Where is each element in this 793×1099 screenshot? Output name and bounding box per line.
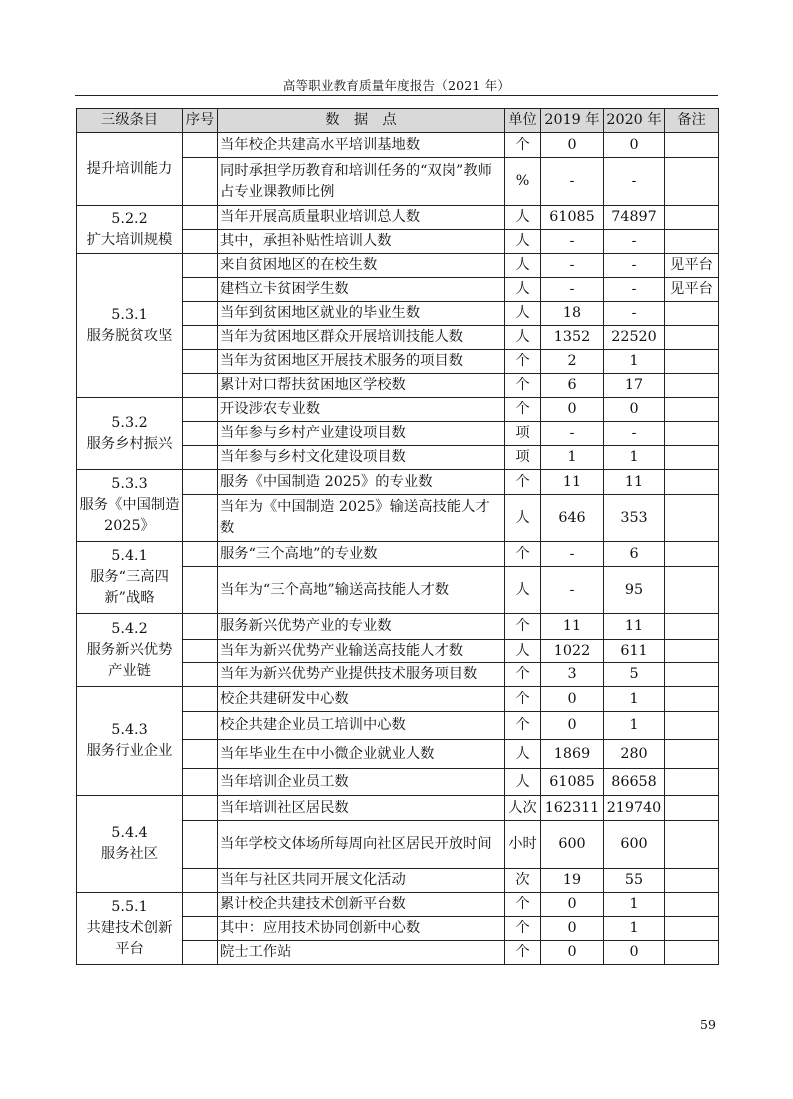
category-line: 服务“三高四	[90, 569, 169, 585]
category-line: 5.2.2	[111, 210, 148, 227]
category-line: 5.4.3	[111, 722, 148, 738]
value-2020-cell: 22520	[604, 326, 665, 350]
unit-cell: 个	[505, 941, 541, 965]
value-2019-cell: 0	[541, 687, 604, 712]
unit-cell: 项	[505, 422, 541, 446]
category-cell	[77, 398, 183, 470]
datapoint-cell: 累计对口帮扶贫困地区学校数	[218, 374, 505, 398]
remark-cell	[665, 640, 719, 663]
category-line: 5.3.3	[111, 476, 148, 492]
category-line: 共建技术创新	[86, 920, 173, 936]
datapoint-cell: 当年为《中国制造 2025》输送高技能人才数	[218, 495, 505, 542]
data-table	[76, 108, 719, 965]
value-2020-cell: 0	[604, 941, 665, 965]
value-2019-cell: 3	[541, 663, 604, 687]
value-2020-cell: 0	[604, 133, 665, 158]
table-row	[77, 687, 719, 712]
table-row	[77, 614, 719, 640]
datapoint-cell: 当年学校文体场所每周向社区居民开放时间	[218, 821, 505, 869]
remark-cell	[665, 495, 719, 542]
index-cell	[183, 796, 218, 821]
value-2019-cell: 1	[541, 446, 604, 470]
index-cell	[183, 158, 218, 206]
remark-cell	[665, 712, 719, 740]
table-row	[77, 796, 719, 821]
index-cell	[183, 740, 218, 769]
index-cell	[183, 712, 218, 740]
remark-cell: 见平台	[665, 254, 719, 278]
datapoint-cell: 当年毕业生在中小微企业就业人数	[218, 740, 505, 769]
datapoint-cell: 当年为贫困地区开展技术服务的项目数	[218, 350, 505, 374]
remark-cell	[665, 869, 719, 893]
remark-cell	[665, 769, 719, 796]
datapoint-cell: 当年为“三个高地”输送高技能人才数	[218, 567, 505, 614]
value-2020-cell: 219740	[604, 796, 665, 821]
remark-cell	[665, 663, 719, 687]
datapoint-cell: 当年为新兴优势产业提供技术服务项目数	[218, 663, 505, 687]
unit-cell: 个	[505, 917, 541, 941]
index-cell	[183, 326, 218, 350]
datapoint-cell: 开设涉农专业数	[218, 398, 505, 422]
unit-cell: 人	[505, 740, 541, 769]
datapoint-cell: 同时承担学历教育和培训任务的“双岗”教师占专业课教师比例	[218, 158, 505, 206]
value-2019-cell: 0	[541, 917, 604, 941]
datapoint-cell: 校企共建企业员工培训中心数	[218, 712, 505, 740]
value-2020-cell: 611	[604, 640, 665, 663]
remark-cell	[665, 687, 719, 712]
value-2020-cell: 1	[604, 712, 665, 740]
col-header-remark: 备注	[665, 109, 719, 133]
value-2020-cell: 1	[604, 687, 665, 712]
index-cell	[183, 893, 218, 917]
datapoint-cell: 服务新兴优势产业的专业数	[218, 614, 505, 640]
value-2020-cell: 74897	[604, 206, 665, 230]
table-row	[77, 893, 719, 917]
index-cell	[183, 640, 218, 663]
unit-cell: 人	[505, 230, 541, 254]
unit-cell: 个	[505, 542, 541, 567]
remark-cell	[665, 422, 719, 446]
datapoint-cell: 当年为贫困地区群众开展培训技能人数	[218, 326, 505, 350]
unit-cell: 次	[505, 869, 541, 893]
value-2019-cell: -	[541, 422, 604, 446]
unit-cell: 个	[505, 712, 541, 740]
category-line: 5.4.2	[111, 620, 148, 637]
category-line: 扩大培训规模	[86, 231, 173, 248]
unit-cell: 个	[505, 133, 541, 158]
category-cell	[77, 796, 183, 893]
value-2020-cell: -	[604, 278, 665, 302]
value-2019-cell: 18	[541, 302, 604, 326]
remark-cell	[665, 398, 719, 422]
category-line: 服务社区	[100, 846, 159, 862]
category-cell	[77, 206, 183, 254]
index-cell	[183, 254, 218, 278]
datapoint-cell: 服务《中国制造 2025》的专业数	[218, 470, 505, 495]
unit-cell: 人	[505, 254, 541, 278]
category-line: 2025》	[104, 518, 155, 534]
datapoint-cell: 当年培训社区居民数	[218, 796, 505, 821]
value-2020-cell: 0	[604, 398, 665, 422]
table-row	[77, 398, 719, 422]
remark-cell	[665, 446, 719, 470]
value-2019-cell: -	[541, 254, 604, 278]
value-2020-cell: 11	[604, 614, 665, 640]
category-cell	[77, 254, 183, 398]
value-2019-cell: 11	[541, 614, 604, 640]
index-cell	[183, 495, 218, 542]
value-2019-cell: 0	[541, 712, 604, 740]
index-cell	[183, 206, 218, 230]
remark-cell	[665, 796, 719, 821]
unit-cell: 人	[505, 640, 541, 663]
remark-cell	[665, 893, 719, 917]
index-cell	[183, 917, 218, 941]
category-cell	[77, 614, 183, 687]
remark-cell	[665, 302, 719, 326]
category-cell	[77, 133, 183, 206]
value-2020-cell: 86658	[604, 769, 665, 796]
index-cell	[183, 821, 218, 869]
unit-cell: 人	[505, 769, 541, 796]
index-cell	[183, 567, 218, 614]
index-cell	[183, 133, 218, 158]
col-header-datapoint: 数 据 点	[218, 109, 505, 133]
value-2019-cell: 646	[541, 495, 604, 542]
index-cell	[183, 230, 218, 254]
datapoint-cell: 累计校企共建技术创新平台数	[218, 893, 505, 917]
col-header-2019: 2019 年	[541, 109, 604, 133]
remark-cell	[665, 158, 719, 206]
value-2019-cell: -	[541, 230, 604, 254]
table-row	[77, 133, 719, 158]
value-2019-cell: 1869	[541, 740, 604, 769]
value-2020-cell: -	[604, 158, 665, 206]
value-2019-cell: 0	[541, 893, 604, 917]
datapoint-cell: 其中：应用技术协同创新中心数	[218, 917, 505, 941]
table-body	[77, 133, 719, 965]
category-line: 5.3.1	[111, 306, 148, 323]
unit-cell: 项	[505, 446, 541, 470]
value-2019-cell: -	[541, 567, 604, 614]
value-2020-cell: 1	[604, 350, 665, 374]
remark-cell	[665, 374, 719, 398]
value-2020-cell: -	[604, 230, 665, 254]
value-2020-cell: 1	[604, 893, 665, 917]
category-line: 5.5.1	[111, 899, 148, 915]
category-cell	[77, 542, 183, 614]
datapoint-cell: 服务“三个高地”的专业数	[218, 542, 505, 567]
unit-cell: 个	[505, 614, 541, 640]
remark-cell	[665, 567, 719, 614]
value-2019-cell: 1352	[541, 326, 604, 350]
unit-cell: 人	[505, 495, 541, 542]
datapoint-cell: 当年参与乡村产业建设项目数	[218, 422, 505, 446]
category-line: 服务乡村振兴	[86, 435, 173, 452]
index-cell	[183, 302, 218, 326]
page-header: 高等职业教育质量年度报告（2021 年）	[282, 78, 511, 93]
category-line: 新”战略	[104, 590, 155, 606]
category-line: 服务《中国制造	[79, 497, 180, 513]
table-header-row	[77, 109, 719, 133]
value-2019-cell: 6	[541, 374, 604, 398]
value-2020-cell: 55	[604, 869, 665, 893]
unit-cell: %	[505, 158, 541, 206]
value-2019-cell: 11	[541, 470, 604, 495]
unit-cell: 小时	[505, 821, 541, 869]
datapoint-cell: 院士工作站	[218, 941, 505, 965]
index-cell	[183, 769, 218, 796]
remark-cell	[665, 941, 719, 965]
unit-cell: 人	[505, 326, 541, 350]
index-cell	[183, 446, 218, 470]
table-row	[77, 542, 719, 567]
remark-cell	[665, 917, 719, 941]
value-2020-cell: 353	[604, 495, 665, 542]
datapoint-cell: 当年为新兴优势产业输送高技能人才数	[218, 640, 505, 663]
value-2020-cell: 17	[604, 374, 665, 398]
category-line: 服务行业企业	[86, 743, 173, 759]
unit-cell: 个	[505, 374, 541, 398]
unit-cell: 人	[505, 567, 541, 614]
index-cell	[183, 350, 218, 374]
category-cell	[77, 470, 183, 542]
remark-cell	[665, 542, 719, 567]
value-2019-cell: 0	[541, 398, 604, 422]
value-2020-cell: -	[604, 254, 665, 278]
value-2019-cell: 1022	[541, 640, 604, 663]
value-2020-cell: -	[604, 302, 665, 326]
value-2020-cell: 5	[604, 663, 665, 687]
col-header-category: 三级条目	[77, 109, 183, 133]
unit-cell: 个	[505, 893, 541, 917]
datapoint-cell: 来自贫困地区的在校生数	[218, 254, 505, 278]
unit-cell: 个	[505, 663, 541, 687]
remark-cell	[665, 133, 719, 158]
unit-cell: 个	[505, 687, 541, 712]
datapoint-cell: 当年开展高质量职业培训总人数	[218, 206, 505, 230]
index-cell	[183, 614, 218, 640]
remark-cell: 见平台	[665, 278, 719, 302]
datapoint-cell: 当年培训企业员工数	[218, 769, 505, 796]
value-2020-cell: 11	[604, 470, 665, 495]
value-2019-cell: -	[541, 542, 604, 567]
unit-cell: 人	[505, 302, 541, 326]
value-2020-cell: 280	[604, 740, 665, 769]
index-cell	[183, 869, 218, 893]
value-2019-cell: 2	[541, 350, 604, 374]
table-row	[77, 206, 719, 230]
remark-cell	[665, 821, 719, 869]
unit-cell: 人次	[505, 796, 541, 821]
category-line: 服务脱贫攻坚	[86, 327, 173, 344]
index-cell	[183, 398, 218, 422]
category-line: 产业链	[108, 662, 151, 679]
category-line: 服务新兴优势	[86, 641, 173, 658]
index-cell	[183, 542, 218, 567]
index-cell	[183, 374, 218, 398]
header-rule	[75, 95, 718, 96]
index-cell	[183, 422, 218, 446]
value-2019-cell: 600	[541, 821, 604, 869]
unit-cell: 个	[505, 470, 541, 495]
unit-cell: 个	[505, 350, 541, 374]
index-cell	[183, 663, 218, 687]
remark-cell	[665, 470, 719, 495]
value-2019-cell: -	[541, 278, 604, 302]
datapoint-cell: 当年与社区共同开展文化活动	[218, 869, 505, 893]
unit-cell: 个	[505, 398, 541, 422]
unit-cell: 人	[505, 278, 541, 302]
category-cell	[77, 687, 183, 796]
value-2019-cell: 19	[541, 869, 604, 893]
col-header-2020: 2020 年	[604, 109, 665, 133]
value-2019-cell: 162311	[541, 796, 604, 821]
datapoint-cell: 当年校企共建高水平培训基地数	[218, 133, 505, 158]
category-line: 提升培训能力	[86, 160, 173, 177]
value-2020-cell: 1	[604, 446, 665, 470]
datapoint-cell: 当年到贫困地区就业的毕业生数	[218, 302, 505, 326]
datapoint-cell: 其中，承担补贴性培训人数	[218, 230, 505, 254]
category-line: 5.4.4	[111, 825, 148, 841]
remark-cell	[665, 350, 719, 374]
value-2020-cell: 1	[604, 917, 665, 941]
value-2019-cell: 0	[541, 941, 604, 965]
index-cell	[183, 687, 218, 712]
table-row	[77, 470, 719, 495]
remark-cell	[665, 230, 719, 254]
value-2019-cell: 61085	[541, 769, 604, 796]
remark-cell	[665, 326, 719, 350]
value-2020-cell: -	[604, 422, 665, 446]
value-2020-cell: 600	[604, 821, 665, 869]
index-cell	[183, 470, 218, 495]
value-2019-cell: 61085	[541, 206, 604, 230]
col-header-index: 序号	[183, 109, 218, 133]
category-line: 平台	[115, 941, 144, 957]
table-row	[77, 254, 719, 278]
datapoint-cell: 当年参与乡村文化建设项目数	[218, 446, 505, 470]
remark-cell	[665, 740, 719, 769]
index-cell	[183, 941, 218, 965]
datapoint-cell: 建档立卡贫困学生数	[218, 278, 505, 302]
remark-cell	[665, 206, 719, 230]
index-cell	[183, 278, 218, 302]
remark-cell	[665, 614, 719, 640]
category-cell	[77, 893, 183, 965]
category-line: 5.3.2	[111, 414, 148, 431]
unit-cell: 人	[505, 206, 541, 230]
category-line: 5.4.1	[111, 548, 148, 564]
datapoint-cell: 校企共建研发中心数	[218, 687, 505, 712]
page-number: 59	[700, 1017, 716, 1032]
value-2019-cell: -	[541, 158, 604, 206]
col-header-unit: 单位	[505, 109, 541, 133]
value-2020-cell: 95	[604, 567, 665, 614]
value-2020-cell: 6	[604, 542, 665, 567]
value-2019-cell: 0	[541, 133, 604, 158]
